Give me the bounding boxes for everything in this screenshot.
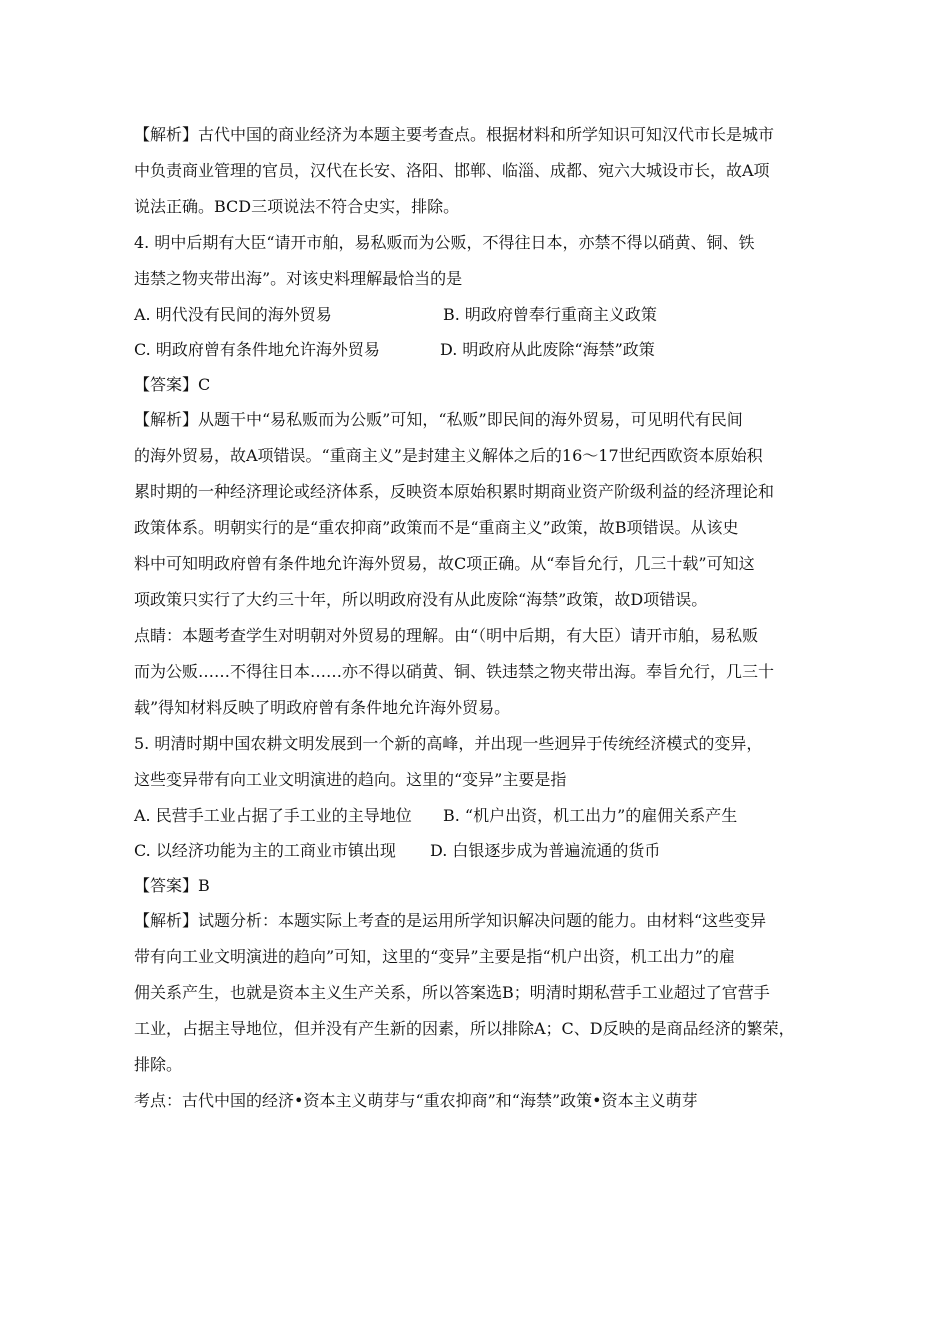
text-line: 5. 明清时期中国农耕文明发展到一个新的高峰，并出现一些迥异于传统经济模式的变异， <box>134 734 763 753</box>
text-line: 点睛：本题考查学生对明朝对外贸易的理解。由“（明中后期，有大臣）请开市舶，易私贩 <box>134 626 759 645</box>
option-a: A. 明代没有民间的海外贸易 <box>134 305 332 324</box>
option-a: A. 民营手工业占据了手工业的主导地位 <box>134 806 412 825</box>
question-4-options-row-2 <box>134 332 834 367</box>
option-c: C. 明政府曾有条件地允许海外贸易 <box>134 340 380 359</box>
analysis-q3 <box>134 117 834 225</box>
question-5-analysis <box>134 903 834 1083</box>
text-line: 项政策只实行了大约三十年，所以明政府没有从此废除“海禁”政策，故D项错误。 <box>134 590 708 609</box>
question-4-analysis <box>134 402 834 618</box>
text-line: 而为公贩……不得往日本……亦不得以硝黄、铜、铁违禁之物夹带出海。奉旨允行，几三十 <box>134 662 775 681</box>
option-c: C. 以经济功能为主的工商业市镇出现 <box>134 841 396 860</box>
text-line: 载”得知材料反映了明政府曾有条件地允许海外贸易。 <box>134 698 511 717</box>
text-line: 这些变异带有向工业文明演进的趋向。这里的“变异”主要是指 <box>134 770 567 789</box>
question-5-answer: 【答案】B <box>134 876 210 895</box>
question-4-answer: 【答案】C <box>134 375 211 394</box>
text-line: 中负责商业管理的官员，汉代在长安、洛阳、邯郸、临淄、成都、宛六大城设市长，故A项 <box>134 161 770 180</box>
option-b: B. 明政府曾奉行重商主义政策 <box>443 305 657 324</box>
option-b: B. “机户出资，机工出力”的雇佣关系产生 <box>443 806 738 825</box>
question-5-stem <box>134 726 834 798</box>
text-line: 的海外贸易，故A项错误。“重商主义”是封建主义解体之后的16～17世纪西欧资本原始积 <box>134 446 763 465</box>
question-5-kaodian: 考点：古代中国的经济•资本主义萌芽与“重农抑商”和“海禁”政策•资本主义萌芽 <box>134 1091 698 1110</box>
text-line: 违禁之物夹带出海”。对该史料理解最恰当的是 <box>134 269 463 288</box>
page-content <box>134 117 834 1119</box>
text-line: 工业，占据主导地位，但并没有产生新的因素，所以排除A；C、D反映的是商品经济的繁荣， <box>134 1019 795 1038</box>
question-4-stem <box>134 225 834 297</box>
text-line: 排除。 <box>134 1055 183 1074</box>
text-line: 说法正确。BCD三项说法不符合史实，排除。 <box>134 197 460 216</box>
text-line: 【解析】试题分析：本题实际上考查的是运用所学知识解决问题的能力。由材料“这些变异 <box>134 911 767 930</box>
text-line: 【解析】从题干中“易私贩而为公贩”可知，“私贩”即民间的海外贸易，可见明代有民间 <box>134 410 743 429</box>
text-line: 料中可知明政府曾有条件地允许海外贸易，故C项正确。从“奉旨允行，几三十载”可知这 <box>134 554 755 573</box>
question-4-comment <box>134 618 834 726</box>
text-line: 政策体系。明朝实行的是“重农抑商”政策而不是“重商主义”政策，故B项错误。从该史 <box>134 518 739 537</box>
question-5-options-row-2 <box>134 833 834 868</box>
text-line: 【解析】古代中国的商业经济为本题主要考查点。根据材料和所学知识可知汉代市长是城市 <box>134 125 775 144</box>
text-line: 佣关系产生，也就是资本主义生产关系，所以答案选B；明清时期私营手工业超过了官营手 <box>134 983 770 1002</box>
text-line: 带有向工业文明演进的趋向”可知，这里的“变异”主要是指“机户出资，机工出力”的雇 <box>134 947 735 966</box>
question-5-options-row-1 <box>134 798 834 833</box>
question-4-options-row-1 <box>134 297 834 332</box>
text-line: 4. 明中后期有大臣“请开市舶，易私贩而为公贩，不得往日本，亦禁不得以硝黄、铜、铁 <box>134 233 755 252</box>
option-d: D. 白银逐步成为普遍流通的货币 <box>430 841 661 860</box>
text-line: 累时期的一种经济理论或经济体系，反映资本原始积累时期商业资产阶级利益的经济理论和 <box>134 482 775 501</box>
option-d: D. 明政府从此废除“海禁”政策 <box>440 340 655 359</box>
